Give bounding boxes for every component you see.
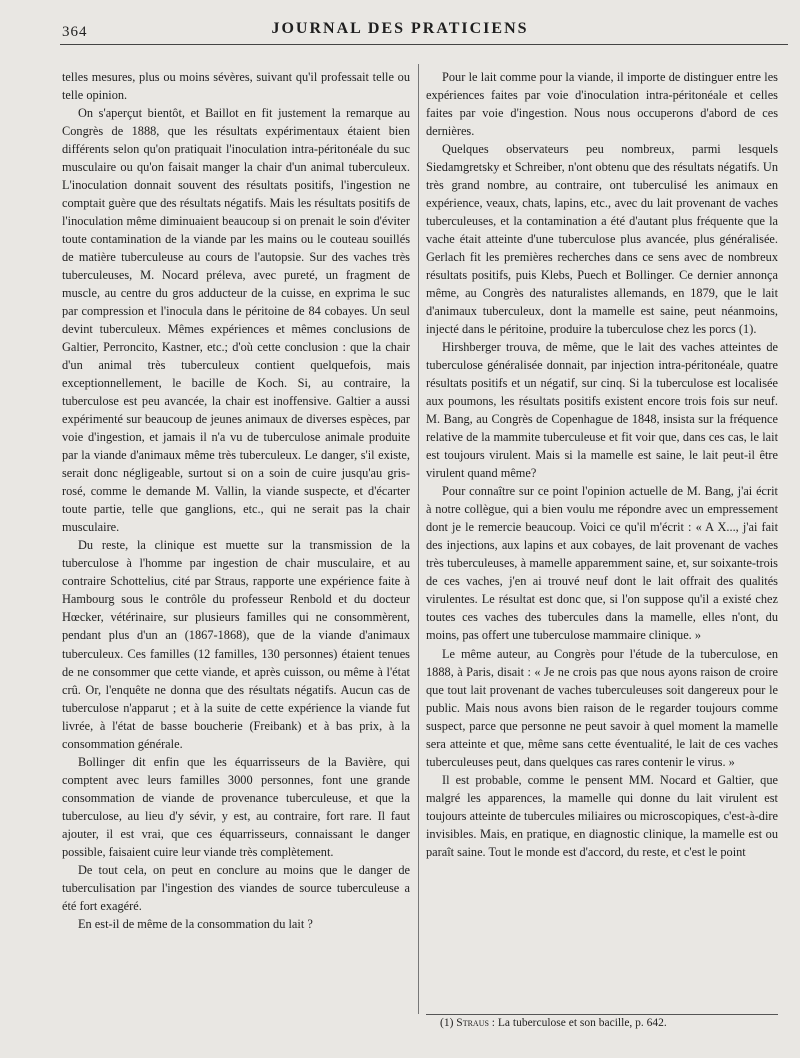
header-rule — [60, 44, 788, 45]
paragraph: telles mesures, plus ou moins sévères, suivant qu'il professait telle ou telle opinion. — [62, 70, 410, 103]
paragraph: Hirshberger trouva, de même, que le lait des vaches atteintes de tuberculose généralisée donnait, par injection intra-péritonéale, quatre résultats positifs et un négatif, sur cinq. Si la tuberculose est localisée aux poumons, les résultats positifs existent encore trois fois sur neuf. M. Bang, au Congrès de Copenhague de 1848, insista sur la fréquence relative de la mammite tuberculeuse et fit voir que, dans ces cas, le lait est toujours virulent. Mais si la mamelle est saine, le lait peut-il être virulent quand même? — [426, 340, 778, 481]
paragraph: Pour connaître sur ce point l'opinion actuelle de M. Bang, j'ai écrit à notre collègue, qui a bien voulu me répondre avec un empressement dont je le remercie beaucoup. Voici ce qu'il m'écrit : « A X..., j'ai fait des injections, aux lapins et aux cobayes, de lait provenant de vaches très tuberculeuses, à mamelle apparemment saine, et, sur soixante-trois de ces vaches, j'en ai trouvé neuf dont le lait offrait des qualités virulentes. Le résultat est donc que, si l'on suppose qu'il a existé chez toutes ces vaches des tubercules dans la mamelle, elles n'ont, du moins, pas offert une tuberculose mammaire clinique. » — [426, 484, 778, 643]
right-column — [426, 68, 778, 861]
paragraph: Il est probable, comme le pensent MM. Nocard et Galtier, que malgré les apparences, la mamelle qui donne du lait virulent est toujours atteinte de tubercules miliaires ou microscopiques, c'est-à-dire invisibles. Mais, en pratique, en diagnostic clinique, la mamelle est ou paraît saine. Tout le monde est d'accord, du reste, et c'est le point — [426, 772, 778, 859]
running-head: JOURNAL DES PRATICIENS — [271, 20, 529, 37]
paragraph: En est-il de même de la consommation du lait ? — [78, 916, 313, 931]
paragraph: De tout cela, on peut en conclure au moins que le danger de tuberculisation par l'ingestion des viandes de source tuberculeuse a été fort exagéré. — [62, 862, 410, 913]
footnote-author: Straus — [456, 1017, 489, 1029]
paragraph: Quelques observateurs peu nombreux, parmi lesquels Siedamgretsky et Schreiber, n'ont obtenu que des résultats négatifs. Un très grand nombre, au contraire, ont tuberculisé les animaux en expérience, veaux, chats, lapins, etc., avec du lait provenant de vaches tuberculeuses, et la contamination a été d'autant plus fréquente que la vache était atteinte d'une tuberculose plus avancée, plus généralisée. Gerlach fit les premières recherches dans ce sens avec de nombreux résultats positifs, puis Klebs, Puech et Bollinger. Ce dernier annonça même, au Congrès des naturalistes allemands, en 1879, que le lait d'animaux tuberculeux, dont la mamelle est saine, peut néanmoins, injecté dans le péritoine, produire la tuberculose chez les porcs (1). — [426, 142, 778, 337]
footnote — [440, 1017, 667, 1029]
paragraph: Du reste, la clinique est muette sur la transmission de la tuberculose à l'homme par ingestion de chair musculaire, et au contraire Schottelius, cité par Straus, rapporte une expérience faite à Hambourg sous le contrôle du professeur Renbold et du docteur Hœcker, vétérinaire, sur plusieurs familles qui ne consommèrent, pendant plus d'un an (1867-1868), que de la viande d'animaux tuberculeux. Ces familles (12 familles, 130 personnes) étaient tenues de ne consommer que cette viande, et après cuisson, ou même à l'état crû. Or, l'enquête ne donna que des résultats négatifs. Aucun cas de tuberculose n'apparut ; et à la suite de cette expérience la viande fut livrée, à l'état de basse boucherie (Freibank) et à bas prix, à la consommation générale. — [62, 538, 410, 751]
paragraph: Pour le lait comme pour la viande, il importe de distinguer entre les expériences faites par voie d'inoculation intra-péritonéale et celles faites par voie d'ingestion. Nous nous occuperons d'abord de ces dernières. — [426, 70, 778, 139]
footnote-text: : La tuberculose et son bacille, p. 642. — [488, 1017, 667, 1029]
left-column — [62, 68, 410, 933]
paragraph: On s'aperçut bientôt, et Baillot en fit justement la remarque au Congrès de 1888, que les résultats expérimentaux étaient bien différents selon qu'on pratiquait l'inoculation intra-péritonéale du suc musculaire ou qu'on faisait manger la chair d'un animal tuberculeux. L'inoculation donnait souvent des résultats positifs, l'ingestion ne comptait guère que des résultats négatifs. Mais les résultats positifs de l'inoculation même diminuaient beaucoup si on prenait le soin d'éviter toute contamination de la viande par les mains ou le couteau souillés de matière tuberculeuse au cours de l'autopsie. Sur des vaches très tuberculeuses, M. Nocard préleva, avec pureté, un fragment de muscle, au centre du gros adducteur de la cuisse, en exprima le suc par compression et l'inocula dans le péritoine de 84 cobayes. Un seul devint tuberculeux. Mêmes expériences et mêmes conclusions de Galtier, Perroncito, Kastner, etc.; d'où cette conclusion : que la chair d'un animal très tuberculeux contient quelquefois, mais exceptionnellement, le bacille de Koch. Si, au contraire, la tuberculose est peu avancée, la chair est inoffensive. Galtier a aussi expérimenté sur beaucoup de jeunes animaux de diverses espèces, par voie d'ingestion, et jamais il n'a vu de tuberculose animale produite par la viande d'animaux même très tuberculeux. Le danger, s'il existe, serait donc négligeable, surtout si on a soin de cuire jusqu'au gris-rosé, comme le demande M. Vallin, la viande suspecte, et d'écarter toute partie, telle que ganglions, etc., qui ne serait pas la chair musculaire. — [62, 106, 410, 535]
paragraph: Bollinger dit enfin que les équarrisseurs de la Bavière, qui comptent avec leurs familles 3000 personnes, font une grande consommation de viande de provenance tuberculeuse, et que la tuberculose, au lieu d'y sévir, y est, au contraire, fort rare. Il faut ajouter, il est vrai, que ces équarrisseurs, connaissant le danger possible, faisaient cuire leur viande très complètement. — [62, 754, 410, 859]
footnote-rule — [426, 1014, 778, 1015]
column-divider — [418, 64, 419, 1014]
footnote-marker: (1) — [440, 1017, 454, 1029]
paragraph: Le même auteur, au Congrès pour l'étude de la tuberculose, en 1888, à Paris, disait : « Je ne crois pas que nous ayons raison de croire que tout lait provenant de vaches tuberculeuses soit dangereux pour le public. Mais nous avons bien raison de le regarder toujours comme suspect, parce que personne ne peut savoir à quel moment la mamelle sera atteinte et que, même sans cette éventualité, le lait de ces vaches tuberculeuses peut, dans quelques cas rares contenir le virus. » — [426, 646, 778, 769]
page-number: 364 — [62, 24, 88, 40]
